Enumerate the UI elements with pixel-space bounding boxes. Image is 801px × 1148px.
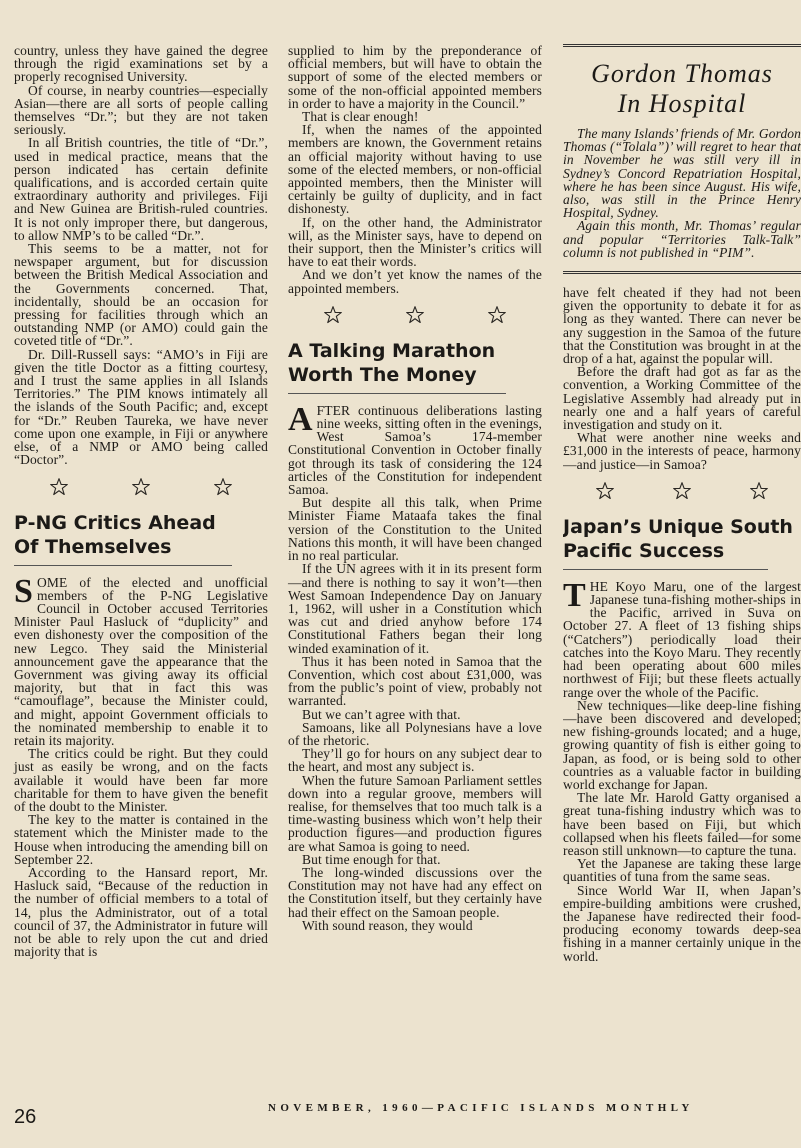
star-outline-icon [213, 477, 233, 502]
paragraph: Of course, in nearby countries—especially Asian—there are all sorts of people calling themselves “Dr.”; but they are not taken seriously. [14, 82, 268, 138]
paragraph: The key to the matter is contained in the statement which the Minister made to the House when introducing the amending bill on September 22. [14, 812, 268, 867]
paragraph: But despite all this talk, when Prime Minister Fiame Mataafa takes the final version of the Constitution to the United Nations this month, it will have been changed in no real particular. [288, 495, 542, 564]
headline-line-2: Of Themselves [14, 535, 172, 558]
star-outline-icon [595, 481, 615, 506]
column-1 [14, 44, 268, 958]
paragraph: But time enough for that. [302, 851, 441, 867]
paragraph: If, on the other hand, the Administrator will, as the Minister says, have to depend on their support, then the Minister’s critics will have to eat their words. [288, 214, 542, 270]
paragraph: What were another nine weeks and £31,000 in the interests of peace, harmony—and justice—in Samoa? [563, 430, 801, 472]
article-png-critics [14, 572, 268, 960]
headline-line-2: Pacific Success [563, 539, 725, 562]
paragraph: The critics could be right. But they could just as easily be wrong, and on the facts available it would have been far more charitable for them to have given the benefit of the doubt to the Minister. [14, 746, 268, 814]
article-talking-marathon-continued [563, 286, 801, 471]
page-footer [0, 1102, 801, 1142]
paragraph: The late Mr. Harold Gatty organised a great tuna-fishing industry which was to have been based on Fiji, but which collapsed when his fleets failed—for some reason still unknown—to capture the tuna. [563, 790, 801, 858]
lead-paragraph [288, 400, 542, 498]
headline-line-2: Worth The Money [288, 363, 477, 386]
paragraph: In all British countries, the title of “Dr.”, used in medical practice, means that the person indicated has certain definite qualifications, and is accorded certain quite extraordinary authority and privileges. Fiji and New Guinea are British-ruled countries. It is not only improper there, but dangerous, to allow NMP’s to be called “Dr.”. [14, 135, 268, 243]
paragraph: Again this month, Mr. Thomas’ regular and popular “Territories Talk-Talk” column is not published in “PIM”. [563, 218, 801, 260]
star-divider [567, 479, 797, 509]
drop-cap: T [563, 576, 586, 614]
headline-line-1: P-NG Critics Ahead [14, 511, 216, 534]
lead-text: HE Koyo Maru, one of the largest Japanese tuna-fishing mother-ships in the Pacific, arrived in Suva on October 27. A fleet of 13 fishing ships (“Catchers”) periodically load their catches into the Koyo Maru. They recently had been operating about 600 miles northwest of Fiji; but these fleets actually range over the whole of the Pacific. [563, 578, 801, 700]
headline-line-1: A Talking Marathon [288, 339, 496, 362]
article-talking-marathon [288, 400, 542, 933]
notice-box-gordon-thomas [563, 44, 801, 274]
lead-paragraph [563, 576, 801, 700]
star-outline-icon [49, 477, 69, 502]
paragraph: Yet the Japanese are taking these large quantities of tuna from the same seas. [563, 856, 801, 885]
star-outline-icon [749, 481, 769, 506]
star-outline-icon [323, 305, 343, 330]
star-outline-icon [405, 305, 425, 330]
headline-png-critics [14, 511, 268, 559]
paragraph: Thus it has been noted in Samoa that the Convention, which cost about £31,000, was from the public’s point of view, probably not warranted. [288, 653, 542, 709]
star-divider [18, 475, 264, 505]
headline-talking-marathon [288, 339, 542, 387]
headline-rule [14, 565, 232, 566]
paragraph: But we can’t agree with that. [302, 706, 461, 722]
box-text [563, 127, 801, 259]
paragraph: Before the draft had got as far as the convention, a Working Committee of the Legislative Assembly had already put in nearly one and a half years of careful investigation and study on it. [563, 364, 801, 433]
paragraph: New techniques—like deep-line fishing—have been discovered and developed; new fishing-grounds located; and a huge, growing quantity of fish is either going to Japan, as food, or is being sold to other countries as a valuable factor in building world exchange for Japan. [563, 697, 801, 792]
box-title-line-2: In Hospital [617, 89, 747, 118]
paragraph: They’ll go for hours on any subject dear to the heart, and most any subject is. [288, 746, 542, 775]
paragraph: The many Islands’ friends of Mr. Gordon Thomas (“Tolala”)’ will regret to hear that in November he was still very ill in Sydney’s Concord Repatriation Hospital, where he has been since August. His wife, also, was still in the Prince Henry Hospital, Sydney. [563, 126, 801, 221]
drop-cap: A [288, 400, 313, 438]
lead-text: OME of the elected and unofficial members of the P-NG Legislative Council in October accused Territories Minister Paul Hasluck of “duplicity” and even dishonesty over the composition of the new Legco. They said the Ministerial announcement gave the appearance that the Government was giving away its official majority, but that in fact this was “camouflage”, because the Minister could, and might, appoint Government officials to the nominated membership to enable it to retain its majority. [14, 574, 268, 748]
paragraph: With sound reason, they would [302, 917, 473, 933]
headline-rule [563, 569, 768, 570]
paragraph: And we don’t yet know the names of the appointed members. [288, 267, 542, 296]
box-title-line-1: Gordon Thomas [591, 59, 773, 88]
headline-japan-success [563, 515, 801, 563]
headline-line-1: Japan’s Unique South [563, 515, 793, 538]
paragraph: country, unless they have gained the degree through the rigid examinations set by a properly recognised University. [14, 43, 268, 85]
paragraph: The long-winded discussions over the Constitution may not have had any effect on the Constitution itself, but they certainly have had their effect on the Samoan people. [288, 864, 542, 920]
article-dr-title-continued [14, 44, 268, 467]
lead-paragraph [14, 572, 268, 748]
star-outline-icon [131, 477, 151, 502]
box-top-rule [563, 44, 801, 47]
paragraph: This seems to be a matter, not for newspaper argument, but for discussion between the British Medical Association and the Governments concerned. That, incidentally, should be an occasion for pressing for facilities through which an outstanding NMP (or AMO) could gain the coveted title of “Dr.”. [14, 241, 268, 349]
paragraph: If the UN agrees with it in its present form—and there is nothing to say it won’t—then West Samoan Independence Day on January 1, 1962, will usher in a Constitution which was cut and dried anyhow before 174 Constitutional Fathers began their long winded examination of it. [288, 561, 542, 656]
article-png-critics-continued [288, 44, 542, 295]
star-divider [292, 303, 538, 333]
article-japan-success [563, 576, 801, 963]
paragraph: According to the Hansard report, Mr. Hasluck said, “Because of the reduction in the number of official members to a total of 14, plus the Administrator, out of a total council of 37, the Administrator in future will not be able to rely upon the cut and dried majority that is [14, 864, 268, 960]
paragraph: Samoans, like all Polynesians have a love of the rhetoric. [288, 719, 542, 748]
paragraph: supplied to him by the preponderance of official members, but will have to obtain the support of some of the elected members or some of the non-official appointed members in order to have a majority in the Council.” [288, 43, 542, 111]
drop-cap: S [14, 572, 34, 610]
column-2 [288, 44, 542, 932]
paragraph: have felt cheated if they had not been given the opportunity to debate it for as long as they wanted. There can never be any suggestion in the Samoa of the future that the Constitution was brought in at the drop of a hat, against the popular will. [563, 285, 801, 367]
box-title [563, 59, 801, 119]
lead-text: FTER continuous deliberations lasting nine weeks, sitting often in the evenings, West Samoa’s 174-member Constitutional Convention in October finally got through its task of considering the 124 articles of the Constitution for independent Samoa. [288, 402, 542, 498]
star-outline-icon [672, 481, 692, 506]
headline-rule [288, 393, 506, 394]
paragraph: Since World War II, when Japan’s empire-building ambitions were crushed, the Japanese have redirected their food-producing economy towards deep-sea fishing in a manner certainly unique in the world. [563, 882, 801, 963]
column-3 [563, 44, 801, 963]
box-bottom-rule [563, 271, 801, 274]
running-head: NOVEMBER, 1960—PACIFIC ISLANDS MONTHLY [268, 1102, 694, 1114]
star-outline-icon [487, 305, 507, 330]
paragraph: If, when the names of the appointed members are known, the Government retains an official majority without having to use some of the elected members, or non-official appointed members, then the Minister will certainly be guilty of duplicity, and in fact dishonesty. [288, 122, 542, 217]
paragraph: Dr. Dill-Russell says: “AMO’s in Fiji are given the title Doctor as a fitting courtesy, and I trust the same applies in all Islands Territories.” The PIM knows intimately all the islands of the South Pacific; and, except for “Dr.” Reuben Taureka, we have never come upon one example, in Fiji or anywhere else, of a NMP or AMO being called “Doctor”. [14, 346, 268, 468]
paragraph: That is clear enough! [302, 109, 419, 125]
page-number: 26 [14, 1106, 37, 1128]
paragraph: When the future Samoan Parliament settles down into a regular groove, members will realise, for themselves that too much talk is a time-wasting business which won’t help their production figures—and production figures are what Samoa is going to need. [288, 772, 542, 854]
